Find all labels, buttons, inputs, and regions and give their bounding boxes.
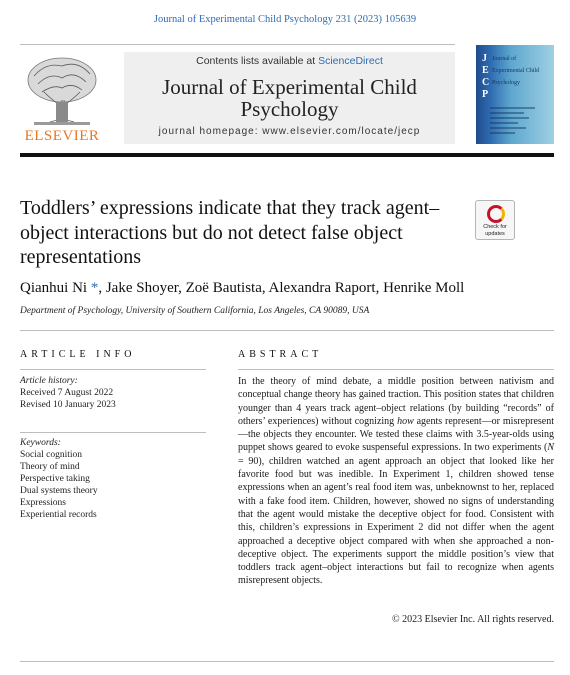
author-corresponding[interactable]: Qianhui Ni [20,280,88,296]
abstract-divider [238,369,554,370]
contents-prefix: Contents lists available at [196,55,319,67]
contents-line [124,55,455,67]
journal-citation[interactable]: Journal of Experimental Child Psychology 231 (2023) 105639 [153,14,417,25]
cover-decoration [490,107,546,137]
journal-homepage-line [124,126,455,137]
copyright-notice: © 2023 Elsevier Inc. All rights reserved. [391,614,554,625]
article-info-divider [20,369,206,370]
keyword-item: Experiential records [20,510,97,520]
keyword-item: Dual systems theory [20,486,98,496]
elsevier-wordmark: ELSEVIER [24,128,100,144]
author-affiliation: Department of Psychology, University of Southern California, Los Angeles, CA 90089, USA [20,306,370,316]
received-date: Received 7 August 2022 [20,388,114,398]
check-for-updates-label: Check for updates [483,224,507,237]
article-title: Toddlers’ expressions indicate that they track agent–object interactions but do not detect false object representations [20,197,440,268]
journal-title[interactable]: Journal of Experimental Child Psychology [162,75,417,121]
cover-letters: J E C P [482,53,490,100]
cover-journal-name: Journal of Experimental Child Psychology [492,56,540,86]
keyword-item: Perspective taking [20,474,90,484]
abstract-emphasis-how: how [397,415,414,427]
homepage-url-link[interactable]: www.elsevier.com/locate/jecp [262,126,421,137]
keywords-label: Keywords: [20,438,61,448]
abstract-heading: ABSTRACT [238,349,323,360]
keywords-divider [20,432,206,433]
keyword-item: Theory of mind [20,462,80,472]
author-list [20,280,554,297]
homepage-prefix: journal homepage: [158,126,263,137]
keyword-item: Expressions [20,498,66,508]
keyword-item: Social cognition [20,450,83,460]
history-label: Article history: [20,376,78,386]
journal-cover-thumbnail[interactable] [476,45,554,144]
keywords-block [20,437,206,521]
abstract-text: In the theory of mind debate, a middle position between nativism and conceptual change theory has gained traction. This position states that children younger than 4 years track agent–object relations (by building “records” of others’ experiences) without cognizing how agents represent—or misrepresent—the objects they encounter. We tested these claims with 3.5-year-olds using puppet shows geared to evoke suspenseful expressions. In two experiments (N = 90), children watched an agent approach an object that looked like her favorite food but was inedible. In Experiment 1, children showed tense expressions when an agent’s real food item was, unbeknownst to her, replaced with a fake food item. Children, however, showed no signs of understanding that the agent would mistake the deceptive object for food. Consistent with this, children’s expressions in Experiment 2 did not differ when the agent approached a deceptive object compared with when she approached a non-deceptive object. The experiments support the middle position’s view that toddlers track agent–object interactions but fail to recognize when agents misrepresent objects. [238,376,554,587]
article-info-heading: ARTICLE INFO [20,349,136,360]
sciencedirect-link[interactable]: ScienceDirect [318,55,383,67]
footer-divider [20,661,554,662]
header-divider [20,44,455,45]
journal-header-box [124,52,455,144]
article-history [20,375,206,411]
abstract-sample-symbol: N [547,442,554,454]
revised-date: Revised 10 January 2023 [20,400,116,410]
author-others: , Jake Shoyer, Zoë Bautista, Alexandra Raport, Henrike Moll [98,280,465,296]
check-for-updates-button[interactable] [475,200,515,240]
corresponding-author-mark[interactable]: * [87,280,99,296]
crossmark-icon [487,205,505,223]
section-divider [20,330,554,331]
header-thick-divider [20,153,554,157]
